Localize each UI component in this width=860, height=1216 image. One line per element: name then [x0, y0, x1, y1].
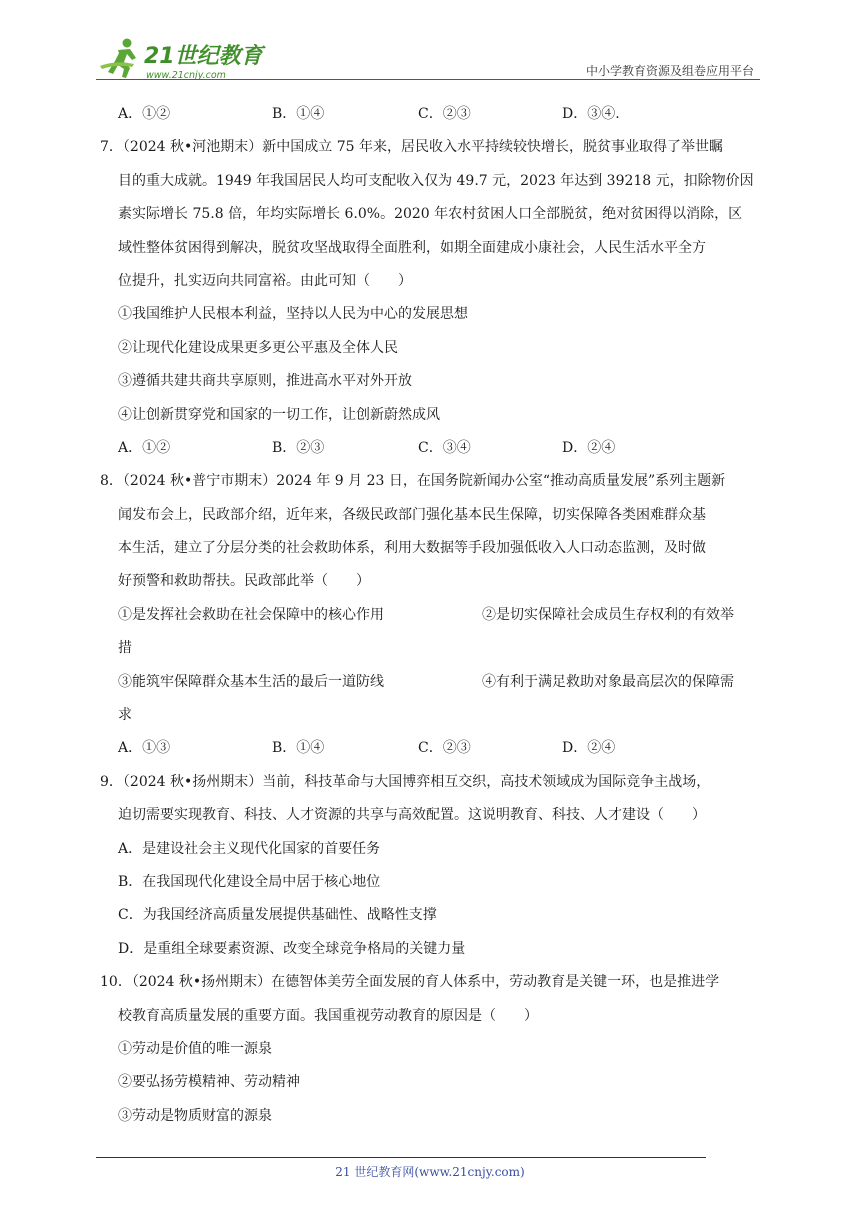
site-logo [96, 36, 266, 82]
q7-line-4: 域性整体贫困得到解决，脱贫攻坚战取得全面胜利，如期全面建成小康社会，人民生活水平全方 [118, 239, 706, 256]
q7-item-2: ②让现代化建设成果更多更公平惠及全体人民 [118, 339, 398, 356]
logo-url: www.21cnjy.com [146, 70, 226, 81]
header-divider [96, 79, 760, 80]
q9-choice-a[interactable]: A．是建设社会主义现代化国家的首要任务 [118, 840, 381, 857]
q8-item-4: ④有利于满足救助对象最高层次的保障需 [482, 673, 734, 690]
option-c[interactable]: C．③④ [418, 439, 471, 456]
q7-item-1: ①我国维护人民根本利益，坚持以人民为中心的发展思想 [118, 306, 468, 323]
q8-options [100, 732, 762, 765]
q8-line-1: 8．（2024 秋•普宁市期末）2024 年 9 月 23 日，在国务院新闻办公室“推动高质量发展”系列主题新 [100, 473, 726, 490]
q8-line-4: 好预警和救助帮扶。民政部此举（ ） [118, 573, 370, 590]
q9-line-2: 迫切需要实现教育、科技、人才资源的共享与高效配置。这说明教育、科技、人才建设（ ） [118, 807, 706, 824]
q7-item-4: ④让创新贯穿党和国家的一切工作，让创新蔚然成风 [118, 406, 440, 423]
question-7 [100, 131, 762, 465]
q8-line-2: 闻发布会上，民政部介绍，近年来，各级民政部门强化基本民生保障，切实保障各类困难群众基 [118, 506, 706, 523]
q8-item-3: ③能筑牢保障群众基本生活的最后一道防线 [118, 673, 384, 690]
option-b[interactable]: B．①④ [272, 106, 325, 122]
page-header [96, 36, 760, 84]
q7-line-3: 素实际增长 75.8 倍，年均实际增长 6.0%。2020 年农村贫困人口全部脱贫，绝对贫困得以消除，区 [118, 206, 743, 223]
option-d[interactable]: D．③④. [562, 106, 620, 122]
q7-item-3: ③遵循共建共商共享原则，推进高水平对外开放 [118, 373, 412, 390]
q8-item-1: ①是发挥社会救助在社会保障中的核心作用 [118, 606, 384, 623]
question-9 [100, 766, 762, 966]
option-c[interactable]: C．②③ [418, 740, 471, 757]
q7-options [100, 432, 762, 465]
q7-line-2: 目的重大成就。1949 年我国居民人均可支配收入仅为 49.7 元，2023 年达到 39218 元，扣除物价因 [118, 172, 754, 189]
q8-item-2-continued: 措 [118, 640, 132, 657]
footer-divider [96, 1157, 706, 1158]
q9-choice-d[interactable]: D．是重组全球要素资源、改变全球竞争格局的关键力量 [118, 940, 466, 957]
q8-items-row-1 [100, 599, 762, 632]
q10-line-2: 校教育高质量发展的重要方面。我国重视劳动教育的原因是（ ） [118, 1007, 538, 1024]
q8-item-2: ②是切实保障社会成员生存权利的有效举 [482, 606, 734, 623]
option-d[interactable]: D．②④ [562, 439, 616, 456]
q10-item-2: ②要弘扬劳模精神、劳动精神 [118, 1074, 300, 1091]
q9-line-1: 9．（2024 秋•扬州期末）当前，科技革命与大国博弈相互交织，高技术领域成为国际竞争主战场， [100, 773, 711, 790]
q7-line-1: 7．（2024 秋•河池期末）新中国成立 75 年来，居民收入水平持续较快增长，脱贫事业取得了举世瞩 [100, 139, 723, 156]
question-10 [100, 966, 762, 1133]
q7-line-5: 位提升，扎实迈向共同富裕。由此可知（ ） [118, 272, 412, 289]
q8-items-row-2 [100, 666, 762, 699]
option-a[interactable]: A．①② [118, 439, 171, 456]
option-b[interactable]: B．②③ [272, 439, 325, 456]
option-d[interactable]: D．②④ [562, 740, 616, 757]
logo-text: 21世纪教育 [144, 44, 263, 69]
platform-title: 中小学教育资源及组卷应用平台 [585, 64, 754, 78]
q8-item-4-continued: 求 [118, 707, 132, 724]
q10-line-1: 10．（2024 秋•扬州期末）在德智体美劳全面发展的育人体系中，劳动教育是关键一环，也是推进学 [100, 974, 720, 991]
q8-line-3: 本生活，建立了分层分类的社会救助体系，利用大数据等手段加强低收入人口动态监测，及时做 [118, 540, 706, 557]
runner-icon [100, 39, 136, 79]
prev-question-options [100, 98, 762, 131]
q10-item-1: ①劳动是价值的唯一源泉 [118, 1040, 272, 1057]
question-content [100, 98, 762, 1133]
option-a[interactable]: A．①② [118, 106, 171, 122]
footer-link[interactable]: 21 世纪教育网(www.21cnjy.com) [335, 1165, 525, 1179]
q9-choice-c[interactable]: C．为我国经济高质量发展提供基础性、战略性支撑 [118, 907, 437, 924]
q9-choice-b[interactable]: B．在我国现代化建设全局中居于核心地位 [118, 873, 381, 890]
option-a[interactable]: A．①③ [118, 740, 171, 757]
option-b[interactable]: B．①④ [272, 740, 325, 757]
question-8 [100, 465, 762, 766]
option-c[interactable]: C．②③ [418, 106, 471, 122]
q10-item-3: ③劳动是物质财富的源泉 [118, 1107, 272, 1124]
